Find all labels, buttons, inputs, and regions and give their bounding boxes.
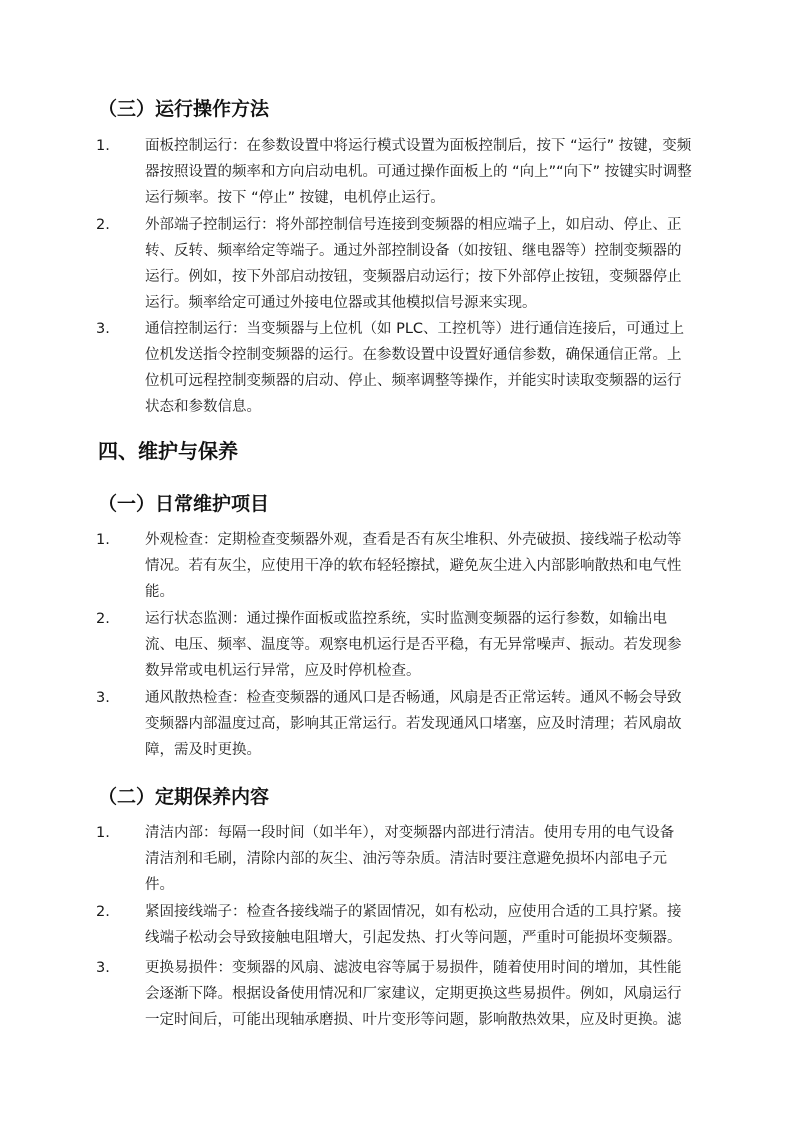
list-item-text: 运行状态监测：通过操作面板或监控系统，实时监测变频器的运行参数，如输出电 流、电压、频率、温度等。观察电机运行是否平稳，有无异常噪声、振动。若发现参 数异常或电机运行异常，应及时停机检查。 bbox=[145, 611, 682, 679]
list-number: 3. bbox=[96, 960, 110, 976]
list-number: 3. bbox=[96, 321, 110, 337]
section-heading-maintenance: 四、维护与保养 bbox=[98, 439, 238, 463]
list-number: 1. bbox=[96, 138, 110, 154]
list-item-text: 外部端子控制运行：将外部控制信号连接到变频器的相应端子上，如启动、停止、正 转、反转、频率给定等端子。通过外部控制设备（如按钮、继电器等）控制变频器的 运行。例如，按下外部启动按钮，变频器启动运行；按下外部停止按钮，变频器停止 运行。频率给定可通过外接电位器或其他模拟信号源来实现。 bbox=[145, 217, 682, 311]
list-number: 2. bbox=[96, 611, 110, 627]
list-number: 3. bbox=[96, 690, 110, 706]
list-number: 2. bbox=[96, 217, 110, 233]
list-item-text: 紧固接线端子：检查各接线端子的紧固情况，如有松动，应使用合适的工具拧紧。接 线端子松动会导致接触电阻增大，引起发热、打火等问题，严重时可能损坏变频器。 bbox=[145, 904, 682, 946]
section-heading-daily-maintenance: （一）日常维护项目 bbox=[98, 493, 270, 515]
list-item-text: 外观检查：定期检查变频器外观，查看是否有灰尘堆积、外壳破损、接线端子松动等 情况。若有灰尘，应使用干净的软布轻轻擦拭，避免灰尘进入内部影响散热和电气性 能。 bbox=[145, 532, 682, 600]
list-number: 1. bbox=[96, 532, 110, 548]
list-number: 2. bbox=[96, 904, 110, 920]
list-item-text: 更换易损件：变频器的风扇、滤波电容等属于易损件，随着使用时间的增加，其性能 会逐渐下降。根据设备使用情况和厂家建议，定期更换这些易损件。例如，风扇运行 一定时间后，可能出现轴承磨损、叶片变形等问题，影响散热效果，应及时更换。滤 bbox=[145, 960, 682, 1028]
list-item-text: 通风散热检查：检查变频器的通风口是否畅通，风扇是否正常运转。通风不畅会导致 变频器内部温度过高，影响其正常运行。若发现通风口堵塞，应及时清理；若风扇故 障，需及时更换。 bbox=[145, 690, 682, 758]
list-item-text: 通信控制运行：当变频器与上位机（如 PLC、工控机等）进行通信连接后，可通过上 位机发送指令控制变频器的运行。在参数设置中设置好通信参数，确保通信正常。上 位机可远程控制变频器的启动、停止、频率调整等操作，并能实时读取变频器的运行 状态和参数信息。 bbox=[145, 321, 685, 415]
section-heading-operation-methods: （三）运行操作方法 bbox=[98, 98, 270, 120]
list-item-text: 面板控制运行：在参数设置中将运行模式设置为面板控制后，按下 “运行” 按键，变频 器按照设置的频率和方向启动电机。可通过操作面板上的 “向上”“向下” 按键实时调整 运行频率。按下 “停止” 按键，电机停止运行。 bbox=[145, 138, 692, 206]
section-heading-periodic-maintenance: （二）定期保养内容 bbox=[98, 786, 270, 808]
list-number: 1. bbox=[96, 825, 110, 841]
list-item-text: 清洁内部：每隔一段时间（如半年），对变频器内部进行清洁。使用专用的电气设备 清洁剂和毛刷，清除内部的灰尘、油污等杂质。清洁时要注意避免损坏内部电子元 件。 bbox=[145, 825, 675, 893]
